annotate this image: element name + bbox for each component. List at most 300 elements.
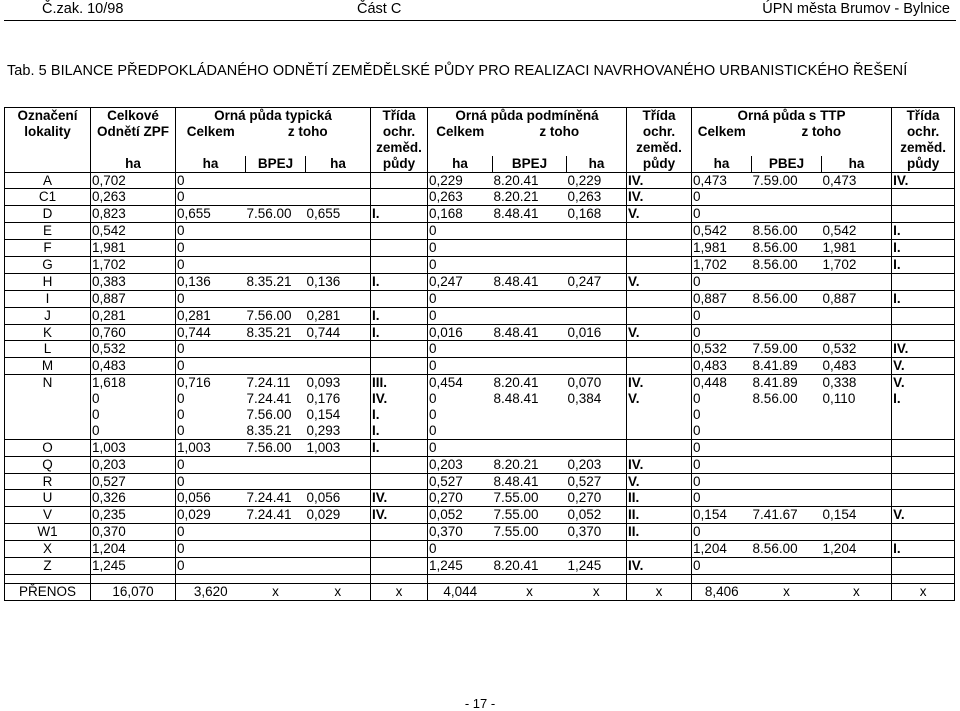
table-cell: 0,154 (692, 507, 752, 524)
table-cell: III. (371, 375, 428, 391)
locality-label: D (5, 206, 91, 223)
table-cell: 0,229 (567, 172, 627, 189)
table-cell (371, 341, 428, 358)
table-cell: 0 (692, 473, 752, 490)
table-cell (822, 189, 892, 206)
unit-cell: půdy (371, 156, 428, 172)
table-cell: 7.24.41 (246, 490, 306, 507)
table-cell: I. (371, 407, 428, 423)
table-cell: 0,887 (692, 290, 752, 307)
table-cell: 0,532 (692, 341, 752, 358)
table-cell: 0,370 (91, 524, 176, 541)
table-cell: 0 (176, 172, 246, 189)
table-cell (493, 439, 567, 456)
unit-cell: ha (306, 156, 371, 172)
table-cell: 0 (428, 541, 493, 558)
col-head-protect-3: ochr. (892, 124, 955, 140)
table-cell: 0,383 (91, 273, 176, 290)
locality-label: L (5, 341, 91, 358)
table-cell: 0 (692, 189, 752, 206)
table-cell: 0 (428, 290, 493, 307)
table-cell (892, 439, 955, 456)
table-cell: I. (892, 391, 955, 407)
locality-label: U (5, 490, 91, 507)
table-title: Tab. 5 BILANCE PŘEDPOKLÁDANÉHO ODNĚTÍ ZEMĚDĚLSKÉ PŮDY PRO REALIZACI NAVRHOVANÉHO URBANISTICKÉHO ŘEŠENÍ (7, 63, 908, 79)
table-cell: 0 (428, 439, 493, 456)
table-cell (752, 456, 822, 473)
header-row-units (5, 156, 955, 172)
table-cell: V. (892, 358, 955, 375)
table-cell: 8.56.00 (752, 257, 822, 274)
col-head-class-2: Třída (627, 108, 692, 124)
table-cell: 0 (176, 257, 246, 274)
table-cell: 0 (428, 341, 493, 358)
table-cell (627, 439, 692, 456)
table-cell: 0,281 (306, 307, 371, 324)
locality-label: V (5, 507, 91, 524)
table-cell: 0,110 (822, 391, 892, 407)
table-cell (493, 257, 567, 274)
table-cell: 8.48.41 (493, 391, 539, 407)
table-cell: 0,527 (428, 473, 493, 490)
table-cell: 0 (176, 473, 246, 490)
total-cell: x (306, 583, 371, 600)
table-cell (892, 473, 955, 490)
table-cell: 0 (177, 407, 185, 423)
table-cell: 8.56.00 (752, 240, 822, 257)
col-head-of-which-3: z toho (752, 124, 892, 140)
table-cell: 7.59.00 (752, 172, 822, 189)
table-row (5, 240, 955, 257)
table-cell: 0 (428, 257, 493, 274)
table-cell: 0 (692, 524, 752, 541)
table-cell (246, 290, 306, 307)
table-cell: IV. (892, 172, 955, 189)
table-cell: 0,281 (176, 307, 246, 324)
table-cell: 0,016 (428, 324, 493, 341)
table-cell: 0,093 (306, 375, 371, 391)
table-cell (371, 358, 428, 375)
table-cell: 0 (692, 206, 752, 223)
table-cell: I. (371, 273, 428, 290)
table-cell (752, 558, 822, 575)
table-cell (892, 490, 955, 507)
table-cell: 0,744 (306, 324, 371, 341)
locality-label: F (5, 240, 91, 257)
table-cell (752, 206, 822, 223)
table-cell: 7.24.41 (246, 391, 292, 407)
table-cell: 0 (693, 407, 701, 423)
table-cell: V. (627, 391, 692, 407)
locality-label: M (5, 358, 91, 375)
table-cell: 8.20.41 (493, 375, 539, 391)
table-cell (493, 423, 567, 439)
table-cell (752, 407, 822, 423)
table-cell (892, 558, 955, 575)
locality-label: G (5, 257, 91, 274)
table-cell: 0,370 (428, 524, 493, 541)
table-cell (246, 172, 306, 189)
table-cell: 1,245 (428, 558, 493, 575)
table-row (5, 558, 955, 575)
table-cell (627, 240, 692, 257)
table-cell: 7.24.41 (246, 507, 306, 524)
total-cell: x (246, 583, 306, 600)
table-cell: 0 (692, 273, 752, 290)
table-cell: 0 (176, 524, 246, 541)
locality-label: N (5, 375, 91, 391)
table-cell: 7.59.00 (752, 341, 822, 358)
col-head-protect-1: ochr. (371, 124, 428, 140)
header-row-1 (5, 108, 955, 124)
table-cell: 0,281 (91, 307, 176, 324)
table-cell (567, 223, 627, 240)
table-cell: I. (892, 257, 955, 274)
table-cell: 0,760 (91, 324, 176, 341)
table-cell: 0,473 (692, 172, 752, 189)
table-cell: 1,245 (91, 558, 176, 575)
table-cell: 0,056 (176, 490, 246, 507)
table-cell: 0,263 (428, 189, 493, 206)
table-cell: 8.56.00 (752, 223, 822, 240)
col-head-class-3: Třída (892, 108, 955, 124)
land-balance-table (4, 107, 955, 601)
total-cell: 16,070 (91, 583, 176, 600)
table-cell: 0 (176, 456, 246, 473)
table-cell: 1,245 (567, 558, 627, 575)
table-cell: 0,483 (91, 358, 176, 375)
total-cell: x (493, 583, 567, 600)
header-row-2b (5, 140, 955, 156)
table-cell: 0,370 (567, 524, 627, 541)
table-cell: 1,981 (692, 240, 752, 257)
table-cell: 0 (176, 341, 246, 358)
table-row (5, 189, 955, 206)
table-cell: 8.48.41 (493, 273, 567, 290)
table-cell: 7.41.67 (752, 507, 822, 524)
table-cell: IV. (627, 456, 692, 473)
table-cell: IV. (627, 558, 692, 575)
unit-cell: BPEJ (246, 156, 306, 172)
table-cell: II. (627, 490, 692, 507)
unit-cell: ha (692, 156, 752, 172)
table-cell: 7.24.11 (246, 375, 291, 391)
table-cell (822, 439, 892, 456)
table-cell: 7.56.00 (246, 407, 292, 423)
table-cell: 0,702 (91, 172, 176, 189)
col-head-of-which-2: z toho (493, 124, 627, 140)
table-cell: 8.20.21 (493, 456, 567, 473)
header-row-2 (5, 124, 955, 140)
table-cell (306, 189, 371, 206)
table-cell: 1,204 (91, 541, 176, 558)
table-cell: 1,981 (822, 240, 892, 257)
col-head-agri-3: zeměd. (892, 140, 955, 156)
table-cell: 0 (428, 307, 493, 324)
unit-cell: půdy (892, 156, 955, 172)
table-cell (627, 341, 692, 358)
table-cell: 0,203 (567, 456, 627, 473)
table-cell: 0,029 (306, 507, 371, 524)
table-cell (892, 273, 955, 290)
table-row (5, 439, 955, 456)
table-cell (306, 172, 371, 189)
table-cell: 1,204 (692, 541, 752, 558)
table-cell (822, 206, 892, 223)
table-cell: IV. (371, 507, 428, 524)
table-cell (892, 206, 955, 223)
table-cell (306, 290, 371, 307)
table-cell (493, 240, 567, 257)
total-cell: x (371, 583, 428, 600)
table-cell: 0,263 (567, 189, 627, 206)
header-left: Č.zak. 10/98 (42, 1, 124, 17)
table-cell: 1,003 (306, 439, 371, 456)
table-cell: 8.48.41 (493, 324, 567, 341)
table-cell: V. (627, 206, 692, 223)
table-cell: 0,203 (428, 456, 493, 473)
table-cell: I. (892, 541, 955, 558)
table-cell: 7.55.00 (493, 524, 567, 541)
table-cell: 0,542 (91, 223, 176, 240)
table-cell: 0,532 (91, 341, 176, 358)
locality-label: J (5, 307, 91, 324)
table-cell: 8.56.00 (752, 541, 822, 558)
table-cell: I. (371, 307, 428, 324)
table-row (5, 341, 955, 358)
table-cell (822, 490, 892, 507)
table-cell (246, 341, 306, 358)
table-cell (493, 541, 567, 558)
table-cell: 0 (428, 240, 493, 257)
table-cell: 0 (429, 391, 437, 407)
unit-cell: ha (91, 156, 176, 172)
table-cell (822, 273, 892, 290)
table-header (5, 108, 955, 173)
table-cell: 0,527 (567, 473, 627, 490)
table-cell (306, 341, 371, 358)
table-cell (371, 456, 428, 473)
table-cell: 0,823 (91, 206, 176, 223)
table-cell (752, 524, 822, 541)
table-cell: 8.35.21 (246, 273, 306, 290)
col-head-sum-1: Celkem (186, 123, 235, 139)
table-cell (892, 407, 955, 423)
table-cell: 1,003 (91, 439, 176, 456)
locality-label: C1 (5, 189, 91, 206)
table-cell (493, 407, 567, 423)
table-cell (752, 273, 822, 290)
table-row (5, 391, 955, 407)
table-cell (822, 407, 892, 423)
unit-cell: ha (822, 156, 892, 172)
table-cell: 0 (692, 439, 752, 456)
col-head-arable-ttp: Orná půda s TTP (692, 108, 892, 124)
table-cell: 8.48.41 (493, 206, 567, 223)
table-cell (627, 541, 692, 558)
table-cell: 0 (692, 490, 752, 507)
table-cell: 0,483 (822, 358, 892, 375)
table-cell: 8.20.41 (493, 558, 567, 575)
table-cell (627, 307, 692, 324)
table-cell (306, 541, 371, 558)
col-head-label-2: lokality (5, 124, 91, 140)
unit-cell: ha (176, 156, 246, 172)
table-cell (752, 473, 822, 490)
table-cell: 0,384 (567, 391, 627, 407)
table-cell: 0 (177, 391, 185, 407)
table-cell (822, 524, 892, 541)
table-cell: 0,542 (692, 223, 752, 240)
table-cell: 0 (429, 407, 437, 423)
table-cell: 0,326 (91, 490, 176, 507)
spacer-row (5, 574, 955, 583)
table-cell (752, 324, 822, 341)
table-row (5, 223, 955, 240)
table-cell (822, 473, 892, 490)
total-cell: x (822, 583, 892, 600)
table-cell (752, 423, 822, 439)
table-cell: 0,247 (428, 273, 493, 290)
table-cell: I. (371, 324, 428, 341)
table-cell (627, 223, 692, 240)
table-cell (822, 423, 892, 439)
table-cell: 1,702 (91, 257, 176, 274)
table-cell: 1,618 (91, 375, 176, 391)
col-head-total: Celkové (91, 108, 176, 124)
locality-label: O (5, 439, 91, 456)
table-cell: 0 (428, 358, 493, 375)
unit-cell: půdy (627, 156, 692, 172)
table-cell: 8.20.41 (493, 172, 567, 189)
locality-label: Q (5, 456, 91, 473)
table-cell: 0,270 (428, 490, 493, 507)
table-cell: 0,154 (822, 507, 892, 524)
total-cell: 3,620 (176, 583, 246, 600)
table-cell (752, 490, 822, 507)
table-cell (892, 423, 955, 439)
table-cell (246, 524, 306, 541)
table-cell: 0,168 (428, 206, 493, 223)
table-cell: II. (627, 507, 692, 524)
table-cell (306, 558, 371, 575)
table-cell (822, 324, 892, 341)
table-cell: 0 (692, 423, 752, 439)
table-cell (567, 257, 627, 274)
col-head-class-1: Třída (371, 108, 428, 124)
table-cell (627, 358, 692, 375)
table-cell: 0,154 (306, 407, 371, 423)
table-cell (567, 358, 627, 375)
table-cell: 1,003 (176, 439, 246, 456)
table-cell: I. (892, 290, 955, 307)
table-cell (892, 456, 955, 473)
table-cell (892, 307, 955, 324)
table-cell: 7.56.00 (246, 307, 306, 324)
table-cell: 0,454 (429, 375, 463, 391)
table-row (5, 456, 955, 473)
table-cell (246, 223, 306, 240)
table-cell: 0 (91, 391, 176, 407)
table-cell: 0,052 (567, 507, 627, 524)
table-cell: 0 (176, 358, 246, 375)
locality-label (5, 423, 91, 439)
col-head-total-2: Odnětí ZPF (91, 124, 176, 140)
table-row (5, 541, 955, 558)
table-cell (371, 240, 428, 257)
table-cell: 8.20.21 (493, 189, 567, 206)
table-cell (306, 524, 371, 541)
table-cell: 1,702 (822, 257, 892, 274)
unit-cell: ha (428, 156, 493, 172)
table-cell (892, 524, 955, 541)
unit-cell: PBEJ (752, 156, 822, 172)
table-cell (371, 257, 428, 274)
table-cell: V. (892, 375, 955, 391)
table-cell: 0,473 (822, 172, 892, 189)
table-cell: 0 (176, 189, 246, 206)
table-row (5, 375, 955, 391)
table-cell (822, 456, 892, 473)
table-row (5, 172, 955, 189)
table-cell (892, 189, 955, 206)
table-cell (567, 341, 627, 358)
table-row (5, 473, 955, 490)
table-cell (246, 257, 306, 274)
table-cell: 8.41.89 (752, 375, 798, 391)
table-row (5, 307, 955, 324)
table-cell (246, 456, 306, 473)
table-cell: 0,483 (692, 358, 752, 375)
table-cell: 0,203 (91, 456, 176, 473)
table-cell (752, 439, 822, 456)
table-cell: 0 (176, 423, 246, 439)
table-cell (627, 290, 692, 307)
table-cell: 0,655 (176, 206, 246, 223)
table-cell: 0,744 (176, 324, 246, 341)
locality-label: I (5, 290, 91, 307)
table-cell: 0 (176, 223, 246, 240)
table-cell: 0 (692, 456, 752, 473)
table-cell: 0,176 (306, 391, 371, 407)
table-cell: 7.56.00 (246, 439, 306, 456)
total-cell: 4,044 (428, 583, 493, 600)
table-cell: V. (627, 324, 692, 341)
table-cell (567, 407, 627, 423)
table-cell (246, 473, 306, 490)
table-cell (246, 189, 306, 206)
unit-cell: BPEJ (493, 156, 567, 172)
table-cell: 1,204 (822, 541, 892, 558)
table-cell: I. (371, 206, 428, 223)
table-cell (371, 223, 428, 240)
table-cell: IV. (627, 172, 692, 189)
table-row (5, 358, 955, 375)
table-cell: II. (627, 524, 692, 541)
table-cell: I. (892, 223, 955, 240)
header-right: ÚPN města Brumov - Bylnice (762, 1, 950, 17)
table-cell: 7.55.00 (493, 490, 567, 507)
table-row (5, 273, 955, 290)
col-head-agri-2: zeměd. (627, 140, 692, 156)
table-cell (371, 541, 428, 558)
table-cell: IV. (627, 375, 692, 391)
table-cell: V. (627, 273, 692, 290)
table-cell (246, 240, 306, 257)
table-cell: 0,029 (176, 507, 246, 524)
table-row (5, 324, 955, 341)
table-cell (371, 558, 428, 575)
